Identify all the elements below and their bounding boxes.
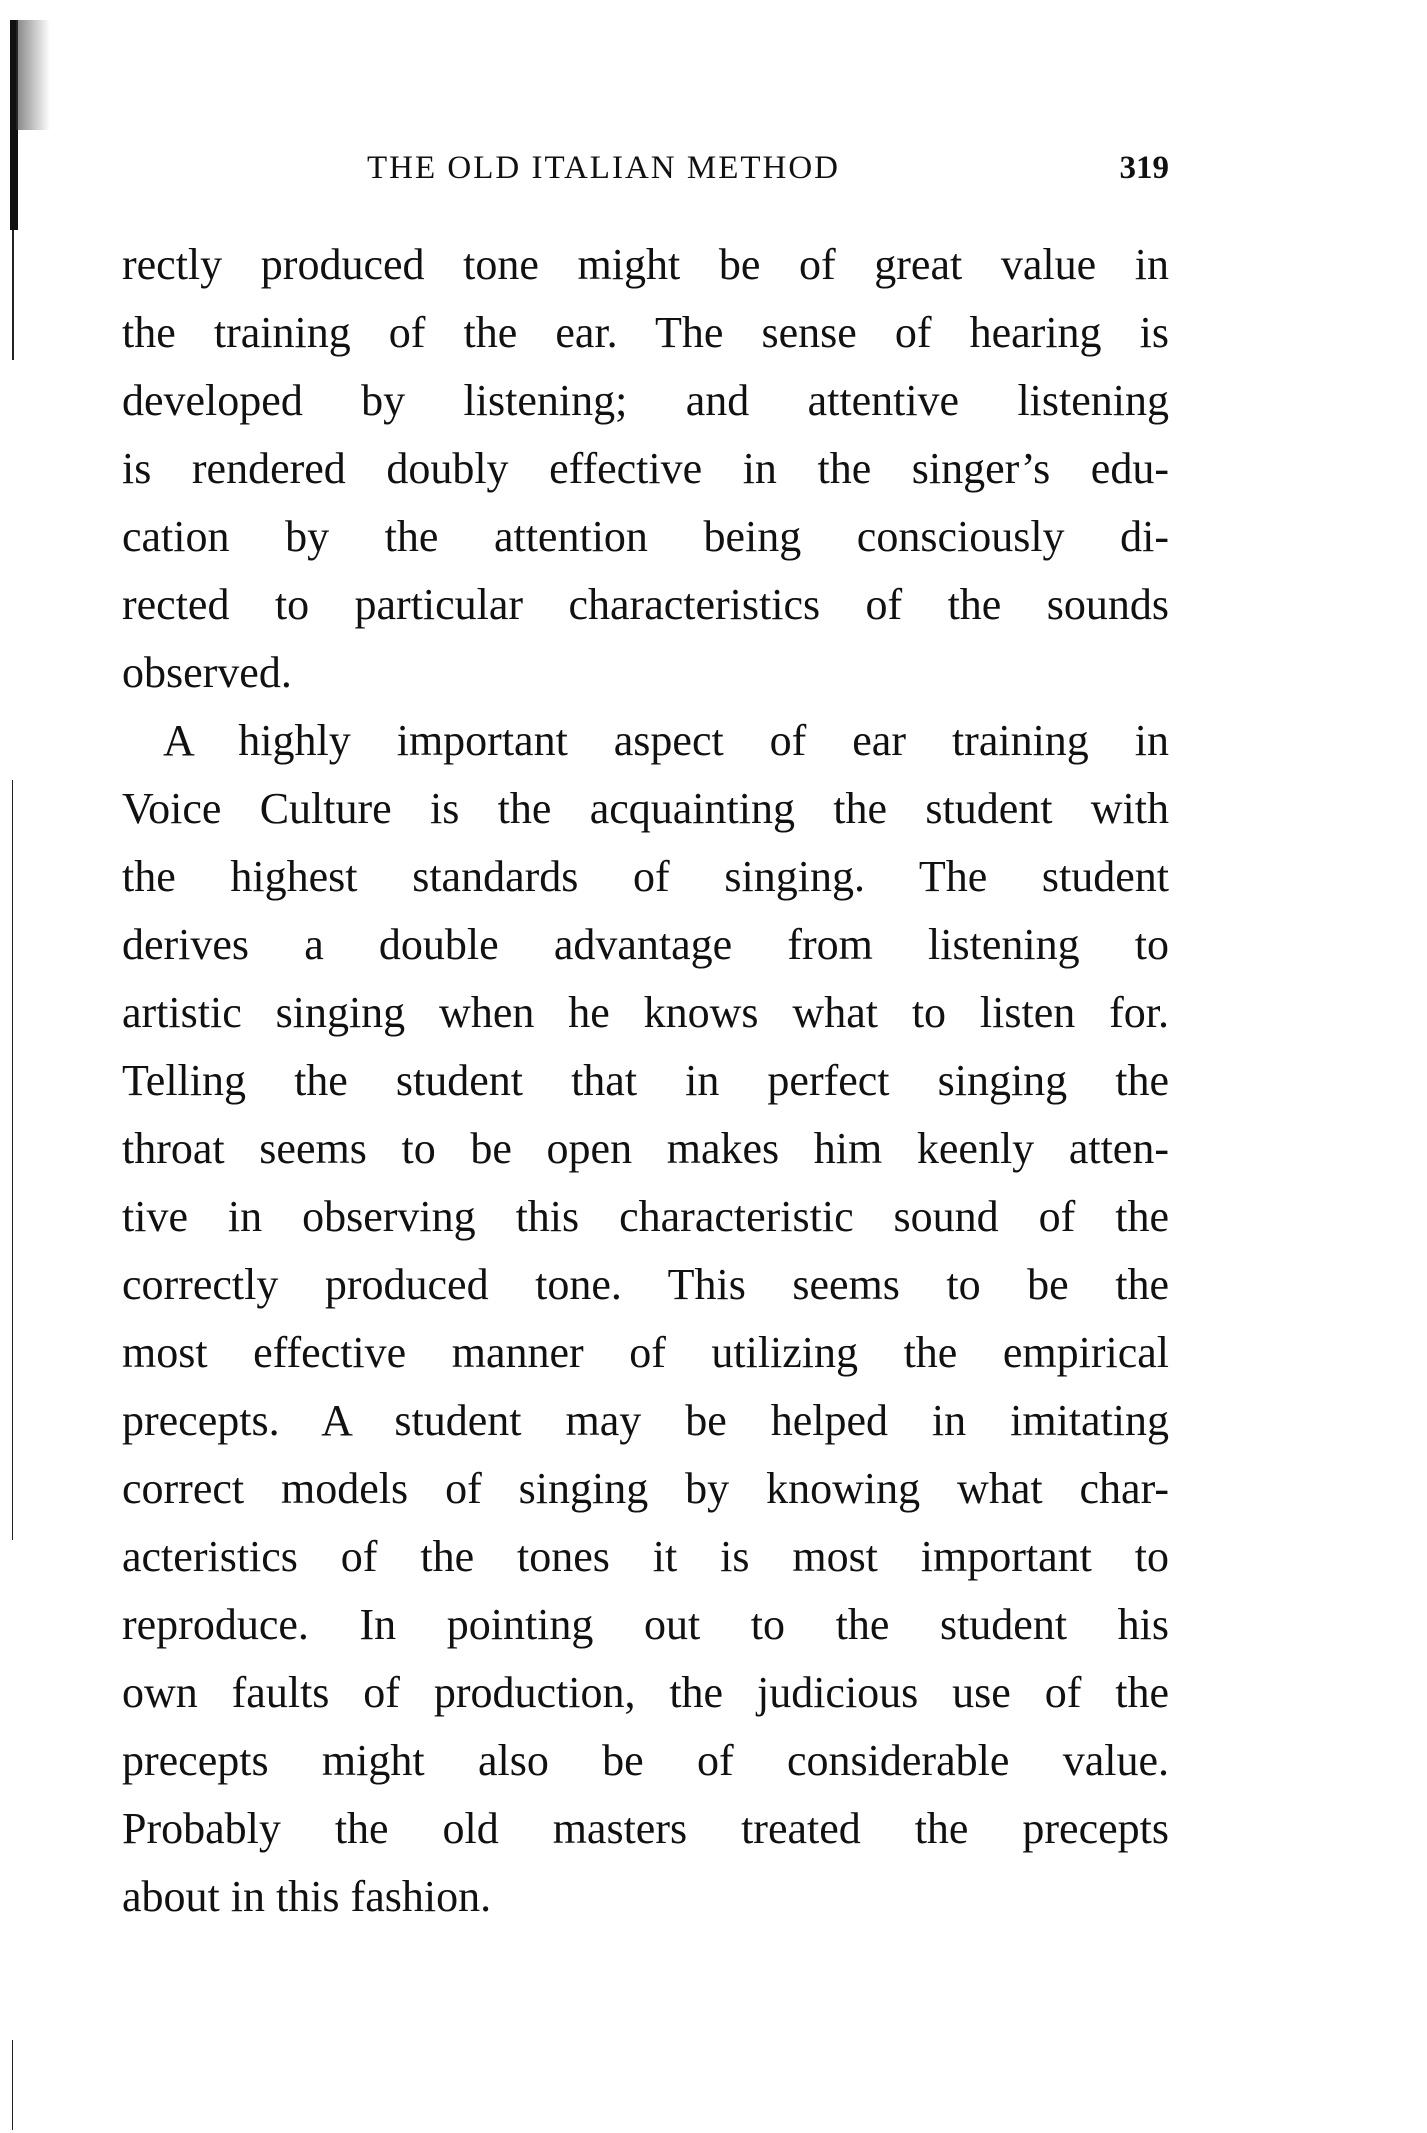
- text-line: precepts. A student may be helped in imitating: [122, 1396, 1169, 1445]
- text-line: the training of the ear. The sense of hearing is: [122, 308, 1169, 357]
- text-line: correctly produced tone. This seems to be the: [122, 1260, 1169, 1309]
- text-line: rected to particular characteristics of the sounds: [122, 580, 1169, 629]
- page-edge-mark: [12, 230, 14, 360]
- page-number: 319: [1119, 150, 1169, 186]
- text-line: is rendered doubly effective in the singer’s edu-: [122, 444, 1169, 493]
- text-line: tive in observing this characteristic sound of the: [122, 1192, 1169, 1241]
- page-edge-mark: [12, 2040, 13, 2130]
- text-line: throat seems to be open makes him keenly atten-: [122, 1124, 1169, 1173]
- text-line: reproduce. In pointing out to the student his: [122, 1600, 1169, 1649]
- text-line: precepts might also be of considerable value.: [122, 1736, 1169, 1785]
- text-line: Telling the student that in perfect singing the: [122, 1056, 1169, 1105]
- paragraph: [122, 231, 1169, 707]
- running-title: THE OLD ITALIAN METHOD: [367, 150, 841, 186]
- text-line: the highest standards of singing. The student: [122, 852, 1169, 901]
- text-line: developed by listening; and attentive listening: [122, 376, 1169, 425]
- page-edge-mark: [12, 780, 13, 1540]
- text-line: Voice Culture is the acquainting the student with: [122, 784, 1169, 833]
- paragraph: [122, 707, 1169, 1931]
- body-text: [122, 231, 1169, 1931]
- page-header: [122, 150, 1169, 194]
- text-line: most effective manner of utilizing the empirical: [122, 1328, 1169, 1377]
- text-line: correct models of singing by knowing what char-: [122, 1464, 1169, 1513]
- text-line: Probably the old masters treated the precepts: [122, 1804, 1169, 1853]
- text-line: artistic singing when he knows what to listen for.: [122, 988, 1169, 1037]
- text-line: rectly produced tone might be of great value in: [122, 240, 1169, 289]
- text-line: derives a double advantage from listening to: [122, 920, 1169, 969]
- text-line: about in this fashion.: [122, 1872, 492, 1921]
- text-line: observed.: [122, 648, 292, 697]
- text-line: cation by the attention being consciously di-: [122, 512, 1169, 561]
- text-line: A highly important aspect of ear training in: [163, 716, 1169, 765]
- text-line: own faults of production, the judicious use of the: [122, 1668, 1169, 1717]
- text-line: acteristics of the tones it is most important to: [122, 1532, 1169, 1581]
- binding-edge-shadow: [16, 20, 50, 130]
